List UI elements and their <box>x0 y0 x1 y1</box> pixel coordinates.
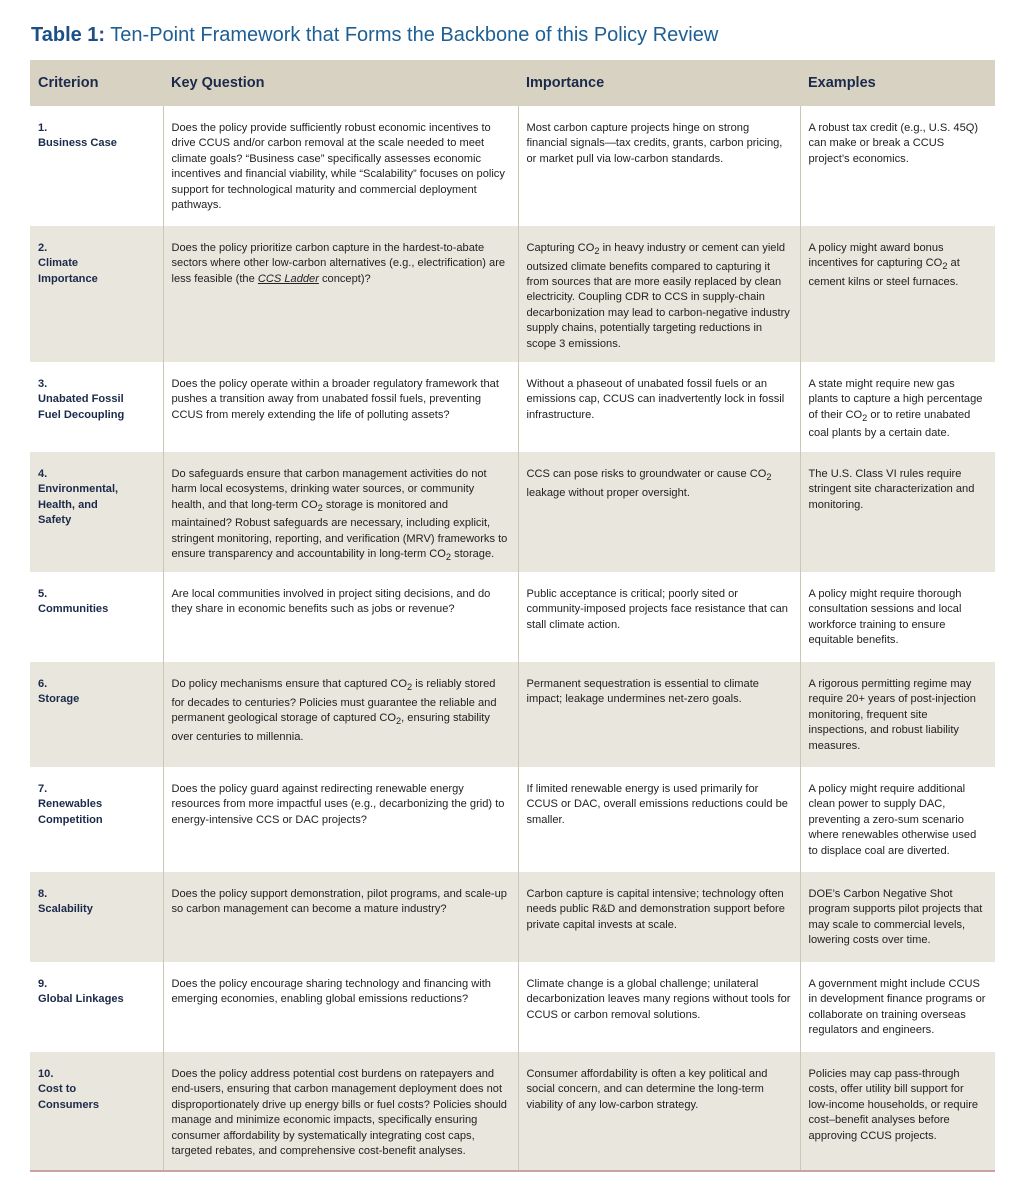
criterion-number: 7. <box>38 783 48 795</box>
criterion-name: Renewables Competition <box>38 798 103 826</box>
criterion-cell <box>30 226 163 362</box>
importance-cell: Permanent sequestration is essential to climate impact; leakage undermines net-zero goals. <box>518 662 800 767</box>
table-title-text: Ten-Point Framework that Forms the Backbone of this Policy Review <box>110 24 719 46</box>
examples-text: A state might require new gas plants to capture a high percentage of their CO <box>808 378 983 421</box>
criterion-cell <box>30 362 163 452</box>
examples-cell: Policies may cap pass-through costs, offer utility bill support for low-income households, or require cost–benefit analyses before approving CCUS projects. <box>800 1052 995 1172</box>
subscript: 2 <box>395 716 402 727</box>
importance-text-end: in heavy industry or cement can yield outsized climate benefits compared to capturing it from sources that are more easily replaced by clean electricity. Coupling CDR to CCS in supply-chain decarbonization may lead to carbon-negative industry supply chains, potentially targeting reductions in scope 3 emissions. <box>526 242 790 350</box>
table-row <box>30 872 995 962</box>
criterion-name: Business Case <box>38 137 117 150</box>
table-row <box>30 1052 995 1172</box>
criterion-cell <box>30 962 163 1052</box>
key-question-cell: Does the policy encourage sharing technology and financing with emerging economies, enabling global emissions reductions? <box>163 962 518 1052</box>
criterion-number: 10. <box>38 1068 54 1080</box>
criterion-number: 5. <box>38 588 48 600</box>
table-bottom-rule <box>30 1170 995 1172</box>
key-question-cell: Does the policy support demonstration, pilot programs, and scale-up so carbon management can become a mature industry? <box>163 872 518 962</box>
importance-cell: If limited renewable energy is used primarily for CCUS or DAC, overall emissions reductions could be smaller. <box>518 767 800 872</box>
examples-cell: DOE’s Carbon Negative Shot program supports pilot projects that may scale to commercial levels, lowering costs over time. <box>800 872 995 962</box>
subscript: 2 <box>445 552 452 563</box>
subscript: 2 <box>317 503 323 514</box>
key-question-text: Do policy mechanisms ensure that captured CO <box>171 678 408 690</box>
framework-table <box>30 60 995 1172</box>
examples-cell: The U.S. Class VI rules require stringent site characterization and monitoring. <box>800 452 995 572</box>
subscript: 2 <box>594 246 600 257</box>
key-question-cell: Does the policy operate within a broader regulatory framework that pushes a transition away from unabated fossil fuels, preventing CCUS from merely extending the life of polluting assets? <box>163 362 518 452</box>
key-question-cell: Does the policy guard against redirecting renewable energy resources from more impactful uses (e.g., decarbonizing the grid) to energy-intensive CCS or DAC projects? <box>163 767 518 872</box>
criterion-number: 4. <box>38 468 48 480</box>
criterion-number: 9. <box>38 978 48 990</box>
ccs-ladder-link[interactable]: CCS Ladder <box>257 272 319 285</box>
key-question-text-middle: storage is monitored and maintained? Robust safeguards are necessary, including explicit, stringent monitoring, reporting, and verification (MRV) frameworks to ensure transparency and accountability in long-term CO <box>171 498 508 561</box>
examples-cell <box>800 226 995 362</box>
table-row <box>30 452 995 572</box>
criterion-name: Cost to Consumers <box>38 1083 100 1111</box>
importance-cell: Most carbon capture projects hinge on strong financial signals—tax credits, grants, carbon pricing, or market pull via low-carbon standards. <box>518 106 800 226</box>
key-question-cell <box>163 452 518 572</box>
importance-text: Capturing CO <box>526 242 595 254</box>
key-question-cell: Are local communities involved in project siting decisions, and do they share in economic benefits such as jobs or revenue? <box>163 572 518 662</box>
criterion-name: Unabated Fossil Fuel Decoupling <box>38 393 125 421</box>
examples-text-end: at cement kilns or steel furnaces. <box>808 257 960 289</box>
table-row <box>30 962 995 1052</box>
table-title-label: Table 1: <box>31 24 106 46</box>
examples-text-end: or to retire unabated coal plants by a certain date. <box>808 408 971 440</box>
subscript: 2 <box>942 261 948 272</box>
importance-cell: Public acceptance is critical; poorly sited or community-imposed projects face resistance that can stall climate action. <box>518 572 800 662</box>
examples-cell: A robust tax credit (e.g., U.S. 45Q) can make or break a CCUS project’s economics. <box>800 106 995 226</box>
header-criterion: Criterion <box>30 60 163 106</box>
criterion-cell <box>30 662 163 767</box>
importance-cell: Carbon capture is capital intensive; technology often needs public R&D and demonstration support before private capital invests at scale. <box>518 872 800 962</box>
criterion-name: Climate Importance <box>38 257 98 285</box>
key-question-cell <box>163 662 518 767</box>
criterion-name: Environmental, Health, and Safety <box>38 483 119 527</box>
table-row <box>30 572 995 662</box>
examples-cell: A policy might require thorough consultation sessions and local workforce training to ensure equitable benefits. <box>800 572 995 662</box>
key-question-cell <box>163 226 518 362</box>
key-question-text-end: storage. <box>451 548 495 561</box>
table-row <box>30 662 995 767</box>
criterion-cell <box>30 767 163 872</box>
subscript: 2 <box>862 413 868 424</box>
header-examples: Examples <box>800 60 995 106</box>
examples-cell: A rigorous permitting regime may require 20+ years of post-injection monitoring, frequent site inspections, and robust liability measures. <box>800 662 995 767</box>
importance-cell: Consumer affordability is often a key political and social concern, and can determine the long-term viability of any low-carbon strategy. <box>518 1052 800 1172</box>
criterion-cell <box>30 572 163 662</box>
criterion-name: Global Linkages <box>38 993 124 1006</box>
subscript: 2 <box>407 682 413 693</box>
key-question-text: Does the policy prioritize carbon capture in the hardest-to-abate sectors where other low-carbon alternatives (e.g., electrification) are less feasible (the <box>171 242 506 285</box>
table-row <box>30 767 995 872</box>
table-row <box>30 362 995 452</box>
table-header-row <box>30 60 995 106</box>
table-row <box>30 226 995 362</box>
key-question-cell: Does the policy address potential cost burdens on ratepayers and end-users, ensuring that carbon management deployment does not disproportionately drive up energy bills or fuel costs? Policies should manage and minimize economic impacts, specifically ensuring consumer affordability by systematically integrating cost caps, targeted rebates, and comprehensive cost-benefit analyses. <box>163 1052 518 1172</box>
header-importance: Importance <box>518 60 800 106</box>
key-question-text: Do safeguards ensure that carbon management activities do not harm local ecosystems, drinking water sources, or community health, and that long-term CO <box>171 468 487 511</box>
importance-text-end: leakage without proper oversight. <box>526 486 690 499</box>
importance-text: CCS can pose risks to groundwater or cause CO <box>526 468 767 480</box>
criterion-number: 1. <box>38 122 48 134</box>
importance-cell: Climate change is a global challenge; unilateral decarbonization leaves many regions without tools for CCUS or carbon removal solutions. <box>518 962 800 1052</box>
criterion-number: 6. <box>38 678 48 690</box>
key-question-text-middle: is reliably stored for decades to centuries? Policies must guarantee the reliable and permanent geological storage of captured CO <box>171 678 497 725</box>
criterion-number: 2. <box>38 242 48 254</box>
criterion-name: Scalability <box>38 903 93 916</box>
importance-cell <box>518 452 800 572</box>
examples-text: A policy might award bonus incentives for capturing CO <box>808 242 944 270</box>
key-question-cell: Does the policy provide sufficiently robust economic incentives to drive CCUS and/or carbon removal at the scale needed to meet climate goals? “Business case” specifically assesses economic incentives and financial viability, while “Scalability” focuses on policy support for technological maturity and commercial deployment pathways. <box>163 106 518 226</box>
examples-cell <box>800 362 995 452</box>
criterion-number: 3. <box>38 378 48 390</box>
table-title <box>31 24 718 47</box>
criterion-cell <box>30 1052 163 1172</box>
criterion-cell <box>30 106 163 226</box>
examples-cell: A policy might require additional clean power to supply DAC, preventing a zero-sum scenario where renewables otherwise used to displace coal are diverted. <box>800 767 995 872</box>
criterion-number: 8. <box>38 888 48 900</box>
criterion-cell <box>30 452 163 572</box>
criterion-name: Communities <box>38 603 109 616</box>
subscript: 2 <box>766 472 772 483</box>
key-question-text-end: , ensuring stability over centuries to millennia. <box>171 712 490 743</box>
table-row <box>30 106 995 226</box>
key-question-text-end: concept)? <box>318 272 371 285</box>
importance-cell: Without a phaseout of unabated fossil fuels or an emissions cap, CCUS can inadvertently lock in fossil infrastructure. <box>518 362 800 452</box>
header-key-question: Key Question <box>163 60 518 106</box>
criterion-name: Storage <box>38 693 80 706</box>
examples-cell: A government might include CCUS in development finance programs or collaborate on training overseas regulators and engineers. <box>800 962 995 1052</box>
importance-cell <box>518 226 800 362</box>
criterion-cell <box>30 872 163 962</box>
